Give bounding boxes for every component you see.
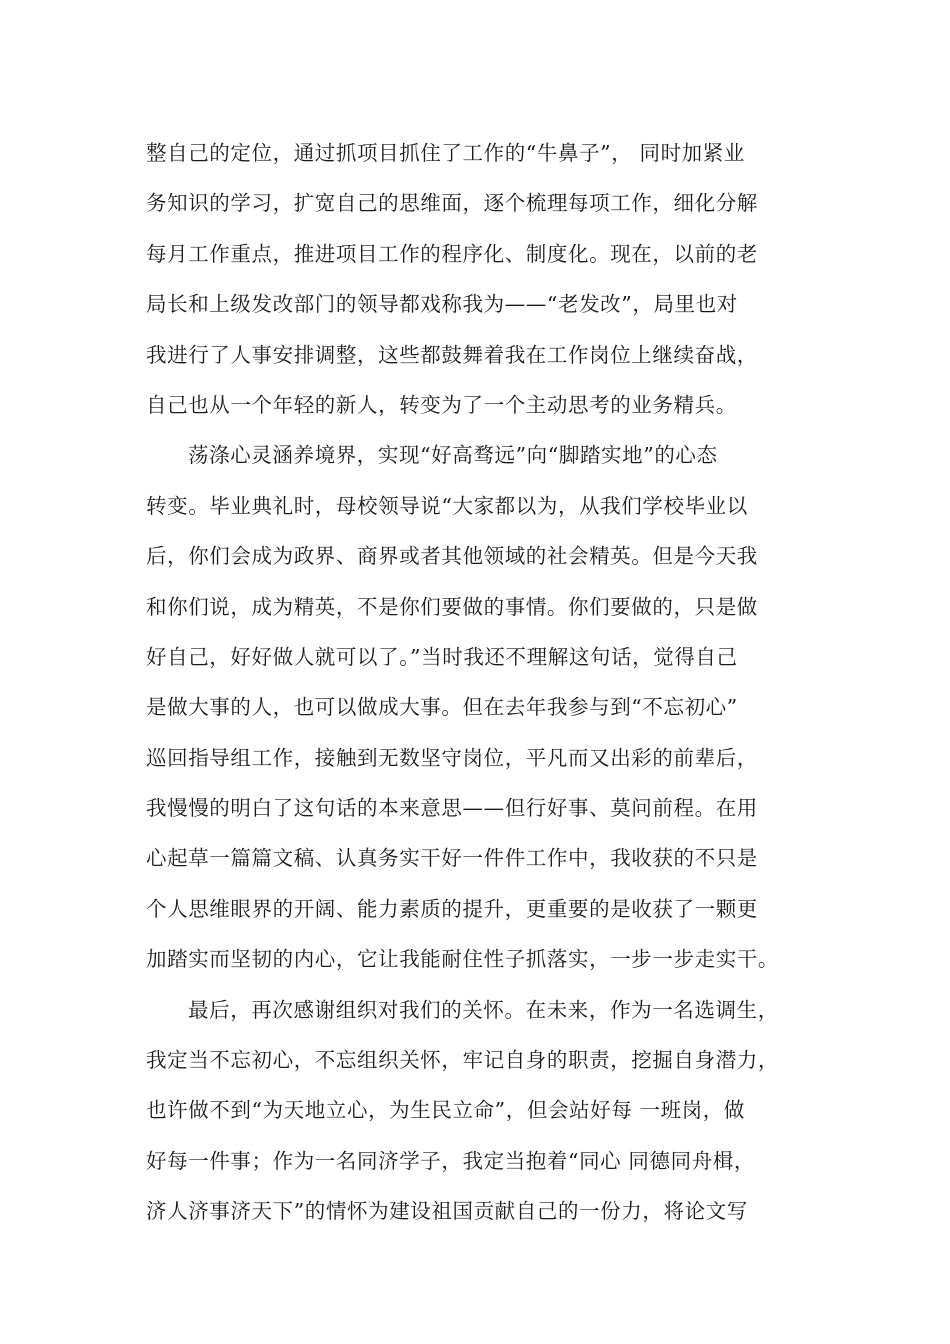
- text-line: 是做大事的人，也可以做成大事。但在去年我参与到“不忘初心”: [146, 695, 738, 720]
- text-line: 局长和上级发改部门的领导都戏称我为——“老发改”，局里也对: [146, 292, 738, 317]
- text-line: 济人济事济天下”的情怀为建设祖国贡献自己的一份力，将论文写: [146, 1199, 748, 1224]
- text-line: 好自己，好好做人就可以了。”当时我还不理解这句话，觉得自己: [146, 644, 738, 669]
- text-line: 我进行了人事安排调整，这些都鼓舞着我在工作岗位上继续奋战，: [146, 342, 758, 367]
- text-line: 和你们说，成为精英，不是你们要做的事情。你们要做的，只是做: [146, 594, 758, 619]
- text-line: 心起草一篇篇文稿、认真务实干好一件件工作中，我收获的不只是: [146, 846, 758, 871]
- text-line: 我定当不忘初心，不忘组织关怀，牢记自身的职责，挖掘自身潜力，: [146, 1048, 779, 1073]
- text-line: 也许做不到“为天地立心，为生民立命”，但会站好每 一班岗，做: [146, 1098, 745, 1123]
- text-line: 整自己的定位，通过抓项目抓住了工作的“牛鼻子”， 同时加紧业: [146, 141, 745, 165]
- text-line: 好每一件事；作为一名同济学子，我定当抱着“同心 同德同舟楫，: [146, 1148, 755, 1173]
- text-line: 加踏实而坚韧的内心，它让我能耐住性子抓落实，一步一步走实干。: [146, 947, 779, 972]
- text-line: 巡回指导组工作，接触到无数坚守岗位，平凡而又出彩的前辈后，: [146, 745, 758, 770]
- text-line: 个人思维眼界的开阔、能力素质的提升，更重要的是收获了一颗更: [146, 896, 758, 921]
- paragraph-start-line: 最后，再次感谢组织对我们的关怀。在未来，作为一名选调生，: [188, 997, 779, 1022]
- text-line: 后，你们会成为政界、商界或者其他领域的社会精英。但是今天我: [146, 544, 758, 569]
- paragraph-start-line: 荡涤心灵涵养境界，实现“好高骛远”向“脚踏实地”的心态: [188, 443, 718, 468]
- document-body: [146, 133, 806, 1242]
- text-line: 转变。毕业典礼时，母校领导说“大家都以为，从我们学校毕业以: [146, 493, 748, 518]
- text-line: 自己也从一个年轻的新人，转变为了一个主动思考的业务精兵。: [146, 392, 737, 417]
- text-line: 务知识的学习，扩宽自己的思维面，逐个梳理每项工作，细化分解: [146, 191, 758, 216]
- text-line: 每月工作重点，推进项目工作的程序化、制度化。现在，以前的老: [146, 241, 758, 266]
- text-line: 我慢慢的明白了这句话的本来意思——但行好事、莫问前程。在用: [146, 796, 758, 821]
